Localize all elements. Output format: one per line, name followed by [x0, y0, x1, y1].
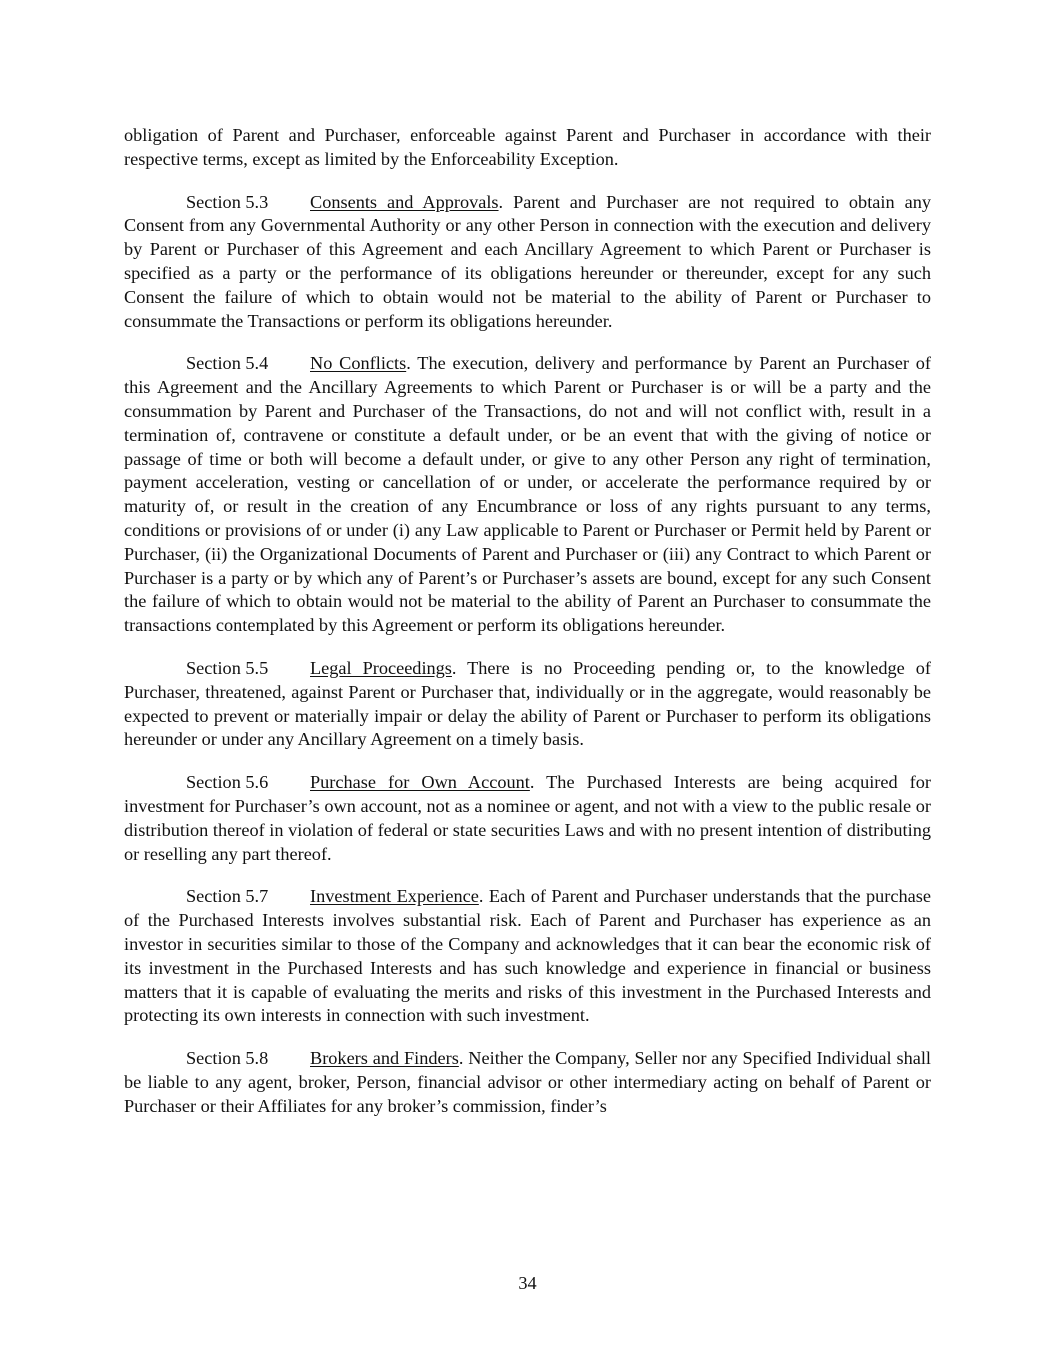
section-number: Section 5.4	[186, 353, 269, 374]
section-5-7	[124, 885, 931, 1028]
section-body: . The Purchased Interests are being acquired for investment for Purchaser’s own account, not as a nominee or agent, and not with a view to the public resale or distribution thereof in violation of federal or state securities Laws and with no present intention of distributing or reselling any part thereof.	[124, 772, 931, 864]
section-title: Brokers and Finders	[310, 1048, 459, 1069]
section-number: Section 5.7	[186, 886, 269, 907]
section-5-5	[124, 657, 931, 752]
section-5-4	[124, 352, 931, 638]
section-body: . The execution, delivery and performance by Parent an Purchaser of this Agreement and the Ancillary Agreements to which Parent or Purchaser is or will be a party and the consummation by Parent and Purchaser of the Transactions, do not and will not conflict with, result in a termination of, contravene or constitute a default under, or be an event that with the giving of notice or passage of time or both will become a default under, or give to any other Person any right of termination, payment acceleration, vesting or cancellation of or under, or accelerate the performance required by or maturity of, or result in the creation of any Encumbrance or loss of any rights pursuant to any terms, conditions or provisions of or under (i) any Law applicable to Parent or Purchaser or Permit held by Parent or Purchaser, (ii) the Organizational Documents of Parent and Purchaser or (iii) any Contract to which Parent or Purchaser is a party or by which any of Parent’s or Purchaser’s assets are bound, except for any such Consent the failure of which to obtain would not be material to the ability of Parent an Purchaser to consummate the transactions contemplated by this Agreement or perform its obligations hereunder.	[124, 353, 931, 636]
page-number: 34	[518, 1273, 537, 1293]
section-title: Investment Experience	[310, 886, 479, 907]
section-number: Section 5.3	[186, 191, 269, 212]
intro-paragraph: obligation of Parent and Purchaser, enforceable against Parent and Purchaser in accordance with their respective terms, except as limited by the Enforceability Exception.	[124, 125, 931, 169]
section-body: . Neither the Company, Seller nor any Specified Individual shall be liable to any agent, broker, Person, financial advisor or other intermediary acting on behalf of Parent or Purchaser or their Affiliates for any broker’s commission, finder’s	[124, 1048, 931, 1116]
document-page	[124, 124, 931, 1137]
section-number: Section 5.6	[186, 772, 269, 793]
section-title: Legal Proceedings	[310, 657, 452, 678]
section-body: . Each of Parent and Purchaser understands that the purchase of the Purchased Interests involves substantial risk. Each of Parent and Purchaser has experience as an investor in securities similar to those of the Company and acknowledges that it can bear the economic risk of its investment in the Purchased Interests and has such knowledge and experience in financial or business matters that it is capable of evaluating the merits and risks of this investment in the Purchased Interests and protecting its own interests in connection with such investment.	[124, 886, 931, 1026]
section-body: . Parent and Purchaser are not required to obtain any Consent from any Governmental Authority or any other Person in connection with the execution and delivery by Parent or Purchaser of this Agreement and each Ancillary Agreement to which Parent or Purchaser is specified as a party or the performance of its obligations hereunder or thereunder, except for any such Consent the failure of which to obtain would not be material to the ability of Parent or Purchaser to consummate the Transactions or perform its obligations hereunder.	[124, 191, 931, 331]
section-5-8	[124, 1047, 931, 1118]
section-title: Consents and Approvals	[310, 191, 499, 212]
section-body: . There is no Proceeding pending or, to the knowledge of Purchaser, threatened, against Parent or Purchaser that, individually or in the aggregate, would reasonably be expected to prevent or materially impair or delay the ability of Parent or Purchaser to perform its obligations hereunder or under any Ancillary Agreement on a timely basis.	[124, 657, 931, 750]
section-title: Purchase for Own Account	[310, 772, 530, 793]
section-5-6	[124, 771, 931, 866]
section-number: Section 5.8	[186, 1048, 269, 1069]
section-5-3	[124, 191, 931, 334]
section-number: Section 5.5	[186, 657, 269, 678]
section-title: No Conflicts	[310, 353, 407, 374]
